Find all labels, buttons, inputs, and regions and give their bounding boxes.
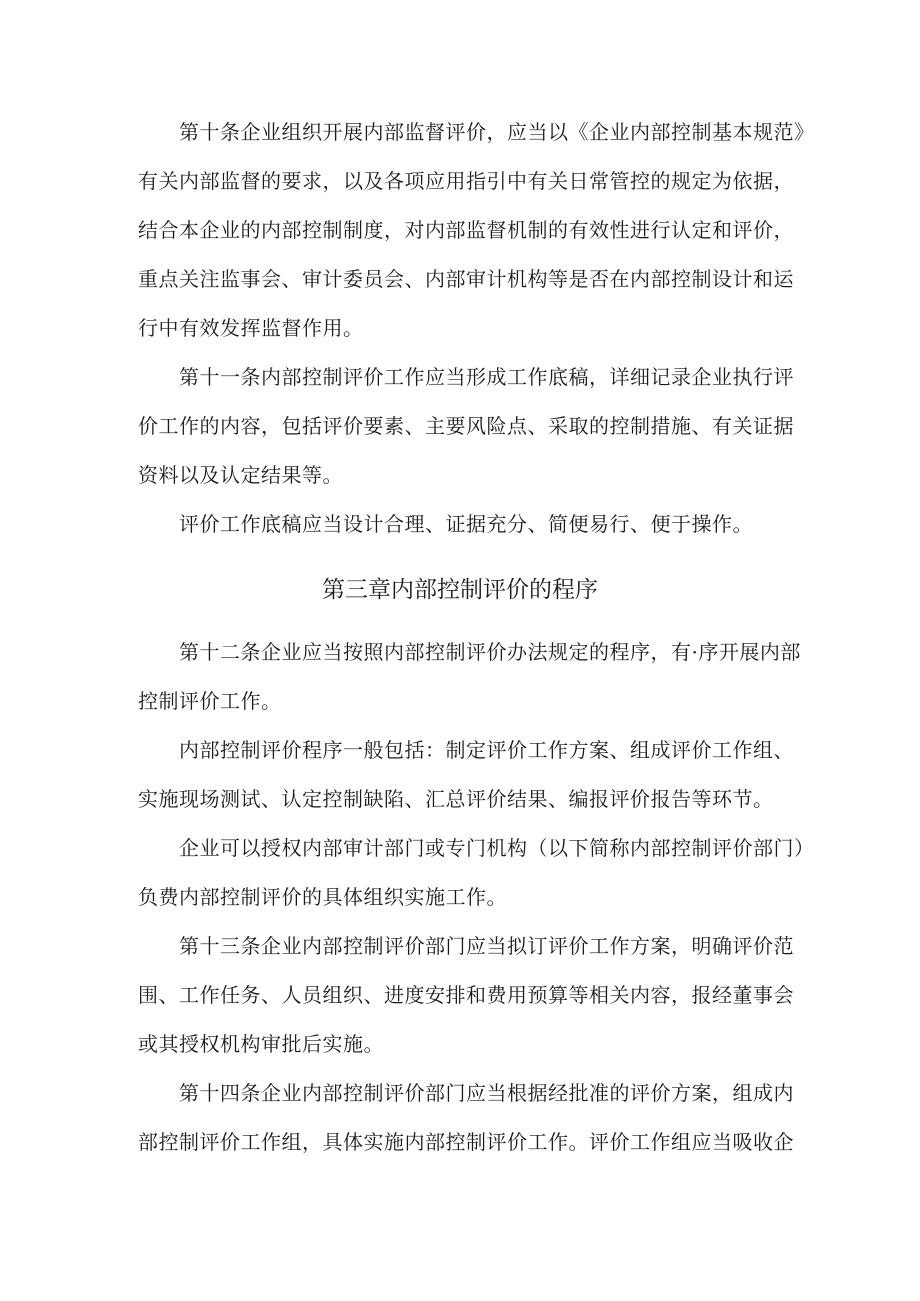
- paragraph-authorization: [138, 824, 815, 922]
- text-line: 第十一条内部控制评价工作应当形成工作底稿，详细记录企业执行评: [179, 365, 794, 389]
- text-line: 重点关注监事会、审计委员会、内部审计机构等是否在内部控制设计和运: [138, 267, 794, 291]
- text-line: 有关内部监督的要求，以及各项应用指引中有关日常管控的规定为依据，: [138, 169, 794, 193]
- text-line: 行中有效发挥监督作用。: [138, 316, 364, 340]
- paragraph-evaluation-procedure: [138, 726, 798, 824]
- text-line: 或其授权机构审批后实施。: [138, 1032, 384, 1056]
- text-line: 部控制评价工作组，具体实施内部控制评价工作。评价工作组应当吸收企: [138, 1130, 794, 1154]
- text-line: 资料以及认定结果等。: [138, 463, 343, 487]
- text-line: 围、工作任务、人员组织、进度安排和费用预算等相关内容，报经董事会: [138, 983, 794, 1007]
- text-line: 价工作的内容，包括评价要素、主要风险点、采取的控制措施、有关证据: [138, 414, 794, 438]
- text-line: 内部控制评价程序一般包括：制定评价工作方案、组成评价工作组、: [179, 738, 794, 762]
- section-lower: [138, 628, 815, 1167]
- text-line: 结合本企业的内部控制制度，对内部监督机制的有效性进行认定和评价，: [138, 218, 794, 242]
- paragraph-working-papers: [138, 500, 798, 549]
- text-line: 评价工作底稿应当设计合理、证据充分、简便易行、便于操作。: [179, 512, 753, 536]
- paragraph-article-11: [138, 353, 798, 500]
- chapter-heading: 第三章内部控制评价的程序: [322, 577, 598, 603]
- text-line: 实施现场测试、认定控制缺陷、汇总评价结果、编报评价报告等环节。: [138, 787, 774, 811]
- text-line: 第十四条企业内部控制评价部门应当根据经批准的评价方案，组成内: [179, 1081, 794, 1105]
- text-line: 企业可以授权内部审计部门或专门机构（以下简称内部控制评价部门）: [179, 836, 815, 860]
- text-line: 控制评价工作。: [138, 689, 282, 713]
- text-line: 负费内部控制评价的具体组织实施工作。: [138, 885, 507, 909]
- text-line: 第十条企业组织开展内部监督评价，应当以《企业内部控制基本规范》: [179, 120, 815, 144]
- text-line: 第十三条企业内部控制评价部门应当拟订评价工作方案，明确评价范: [179, 934, 794, 958]
- paragraph-article-14: [138, 1069, 798, 1167]
- text-line: 第十二条企业应当按照内部控制评价办法规定的程序，有·序开展内部: [179, 640, 801, 664]
- section-upper: [138, 108, 815, 549]
- paragraph-article-12: [138, 628, 801, 726]
- paragraph-article-10: [138, 108, 815, 353]
- paragraph-article-13: [138, 922, 798, 1069]
